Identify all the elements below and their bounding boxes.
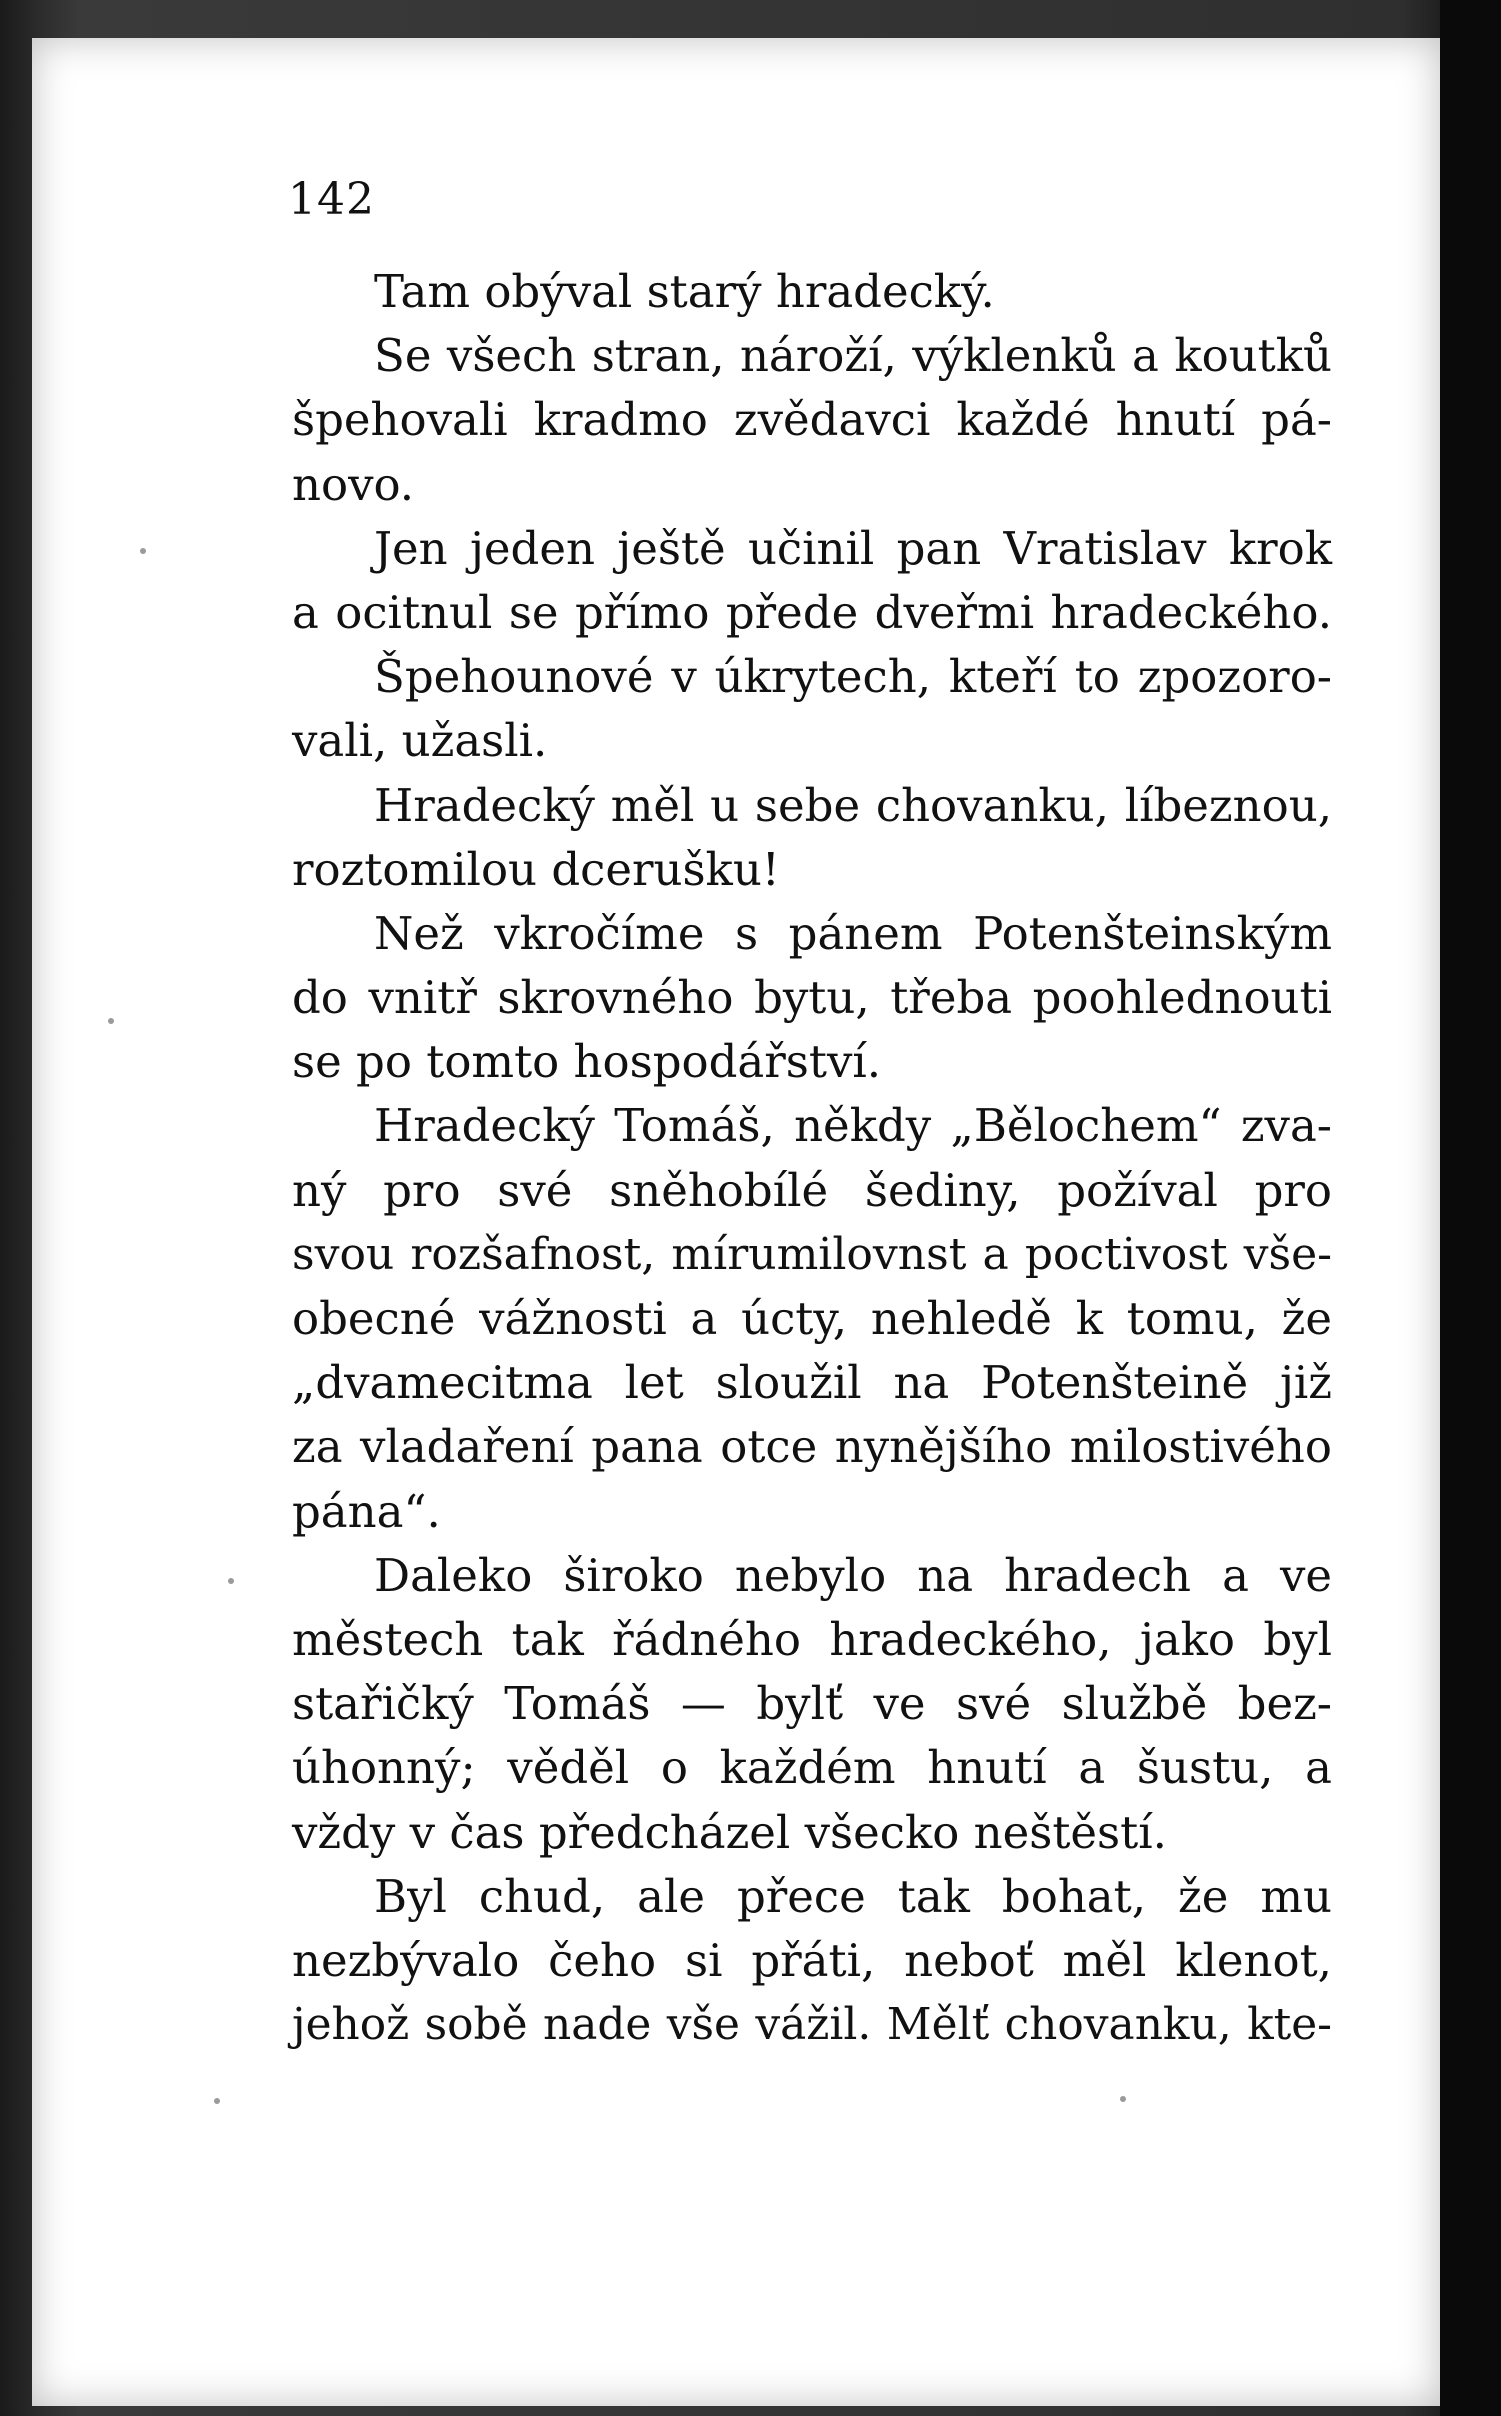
text-line: za vladaření pana otce nynějšího milostivého bbox=[292, 1420, 1332, 1474]
text-line: vali, užasli. bbox=[292, 714, 548, 768]
text-line: špehovali kradmo zvědavci každé hnutí pá- bbox=[292, 393, 1332, 447]
text-line: úhonný; věděl o každém hnutí a šustu, a bbox=[292, 1741, 1332, 1795]
text-line: vždy v čas předcházel všecko neštěstí. bbox=[292, 1805, 1167, 1859]
paper-speck bbox=[214, 2098, 220, 2104]
paper-speck bbox=[228, 1578, 234, 1584]
page-number: 142 bbox=[288, 174, 375, 225]
text-line: Tam obýval starý hradecký. bbox=[374, 265, 995, 318]
text-line: Jen jeden ještě učinil pan Vratislav krok bbox=[374, 521, 1332, 575]
text-line: Byl chud, ale přece tak bohat, že mu bbox=[374, 1869, 1332, 1923]
text-line: Se všech stran, nároží, výklenků a koutků bbox=[374, 329, 1332, 383]
text-line: Hradecký měl u sebe chovanku, líbeznou, bbox=[374, 778, 1332, 832]
text-line: městech tak řádného hradeckého, jako byl bbox=[292, 1612, 1332, 1666]
text-line: roztomilou dcerušku! bbox=[292, 842, 780, 896]
text-line: svou rozšafnost, mírumilovnst a poctivost vše- bbox=[292, 1228, 1332, 1280]
text-line: nezbývalo čeho si přáti, neboť měl klenot, bbox=[292, 1933, 1332, 1987]
text-line: „dvamecitma let sloužil na Potenšteině již bbox=[292, 1356, 1332, 1410]
paper-speck bbox=[140, 548, 146, 554]
scan-dark-edge bbox=[1440, 0, 1501, 2416]
text-line: novo. bbox=[292, 457, 415, 511]
text-line: ný pro své sněhobílé šediny, požíval pro bbox=[292, 1163, 1332, 1217]
text-line: Hradecký Tomáš, někdy „Bělochem“ zva- bbox=[374, 1099, 1332, 1153]
body-text bbox=[292, 260, 1332, 2057]
text-line: pána“. bbox=[292, 1484, 441, 1538]
text-line: do vnitř skrovného bytu, třeba poohlednouti bbox=[292, 971, 1332, 1025]
text-line: Než vkročíme s pánem Potenšteinským bbox=[374, 906, 1332, 960]
text-line: jehož sobě nade vše vážil. Mělť chovanku, kte- bbox=[292, 1999, 1332, 2051]
paper-speck bbox=[108, 1018, 114, 1024]
text-line: obecné vážnosti a úcty, nehledě k tomu, že bbox=[292, 1292, 1332, 1345]
text-line: stařičký Tomáš — bylť ve své službě bez- bbox=[292, 1677, 1332, 1731]
paper-speck bbox=[1120, 2096, 1126, 2102]
text-line: Špehounové v úkrytech, kteří to zpozoro- bbox=[374, 650, 1332, 704]
text-line: Daleko široko nebylo na hradech a ve bbox=[374, 1548, 1332, 1602]
text-line: a ocitnul se přímo přede dveřmi hradeckého. bbox=[292, 585, 1332, 639]
text-line: se po tomto hospodářství. bbox=[292, 1035, 882, 1089]
